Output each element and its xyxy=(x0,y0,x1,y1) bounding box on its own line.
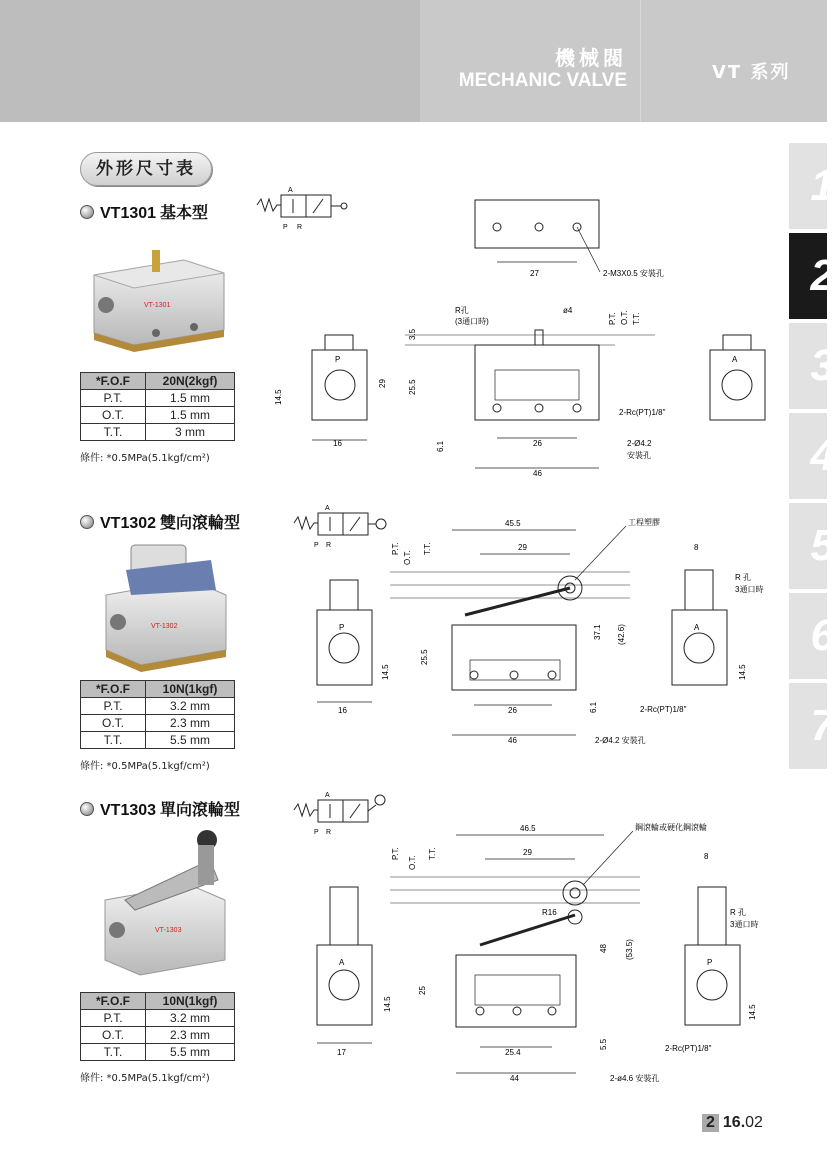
dim-label: A xyxy=(694,623,700,632)
dim-label: P.T. xyxy=(391,542,400,555)
dim-label: 46 xyxy=(533,469,542,478)
dim-label: 17 xyxy=(337,1048,346,1057)
tab-2[interactable]: 2 xyxy=(789,233,827,319)
table-cell: 2.3 mm xyxy=(146,1027,235,1044)
dim-label: T.T. xyxy=(632,312,641,325)
table-cell: P.T. xyxy=(81,390,146,407)
chapter-box: 2 xyxy=(702,1114,719,1132)
dim-label: (3通口時) xyxy=(455,317,489,326)
table-cell: T.T. xyxy=(81,1044,146,1061)
photo-label-3: VT-1303 xyxy=(155,927,182,934)
dim-label: 45.5 xyxy=(505,519,521,528)
table-cell: 1.5 mm xyxy=(146,407,235,424)
table-cell: T.T. xyxy=(81,732,146,749)
symbol-port-a: A xyxy=(325,505,330,512)
table-header-key: *F.O.F xyxy=(81,993,146,1010)
dim-label: 2-Rc(PT)1/8" xyxy=(640,705,687,714)
table-cell: O.T. xyxy=(81,407,146,424)
symbol-port-p: P xyxy=(314,542,319,549)
tab-1[interactable]: 1 xyxy=(789,143,827,229)
dim-label: 6.1 xyxy=(589,701,598,713)
table-cell: T.T. xyxy=(81,424,146,441)
product-1-model: VT1301 xyxy=(100,205,157,222)
dim-label: 8 xyxy=(704,852,709,861)
dim-label: 46.5 xyxy=(520,824,536,833)
dim-label: 3.5 xyxy=(408,328,417,340)
bullet-icon xyxy=(80,802,94,816)
dim-label: R 孔 xyxy=(730,908,746,917)
table-cell: O.T. xyxy=(81,1027,146,1044)
product-3-condition: 條件: *0.5MPa(5.1kgf/cm²) xyxy=(80,1073,210,1084)
page-number xyxy=(702,1114,763,1132)
dim-label: O.T. xyxy=(620,310,629,325)
bullet-icon xyxy=(80,515,94,529)
dim-label: O.T. xyxy=(408,855,417,870)
dim-label: R孔 xyxy=(455,306,469,315)
dim-label: 48 xyxy=(599,944,608,953)
dim-label: 14.5 xyxy=(381,664,390,680)
header-left-panel xyxy=(0,0,420,122)
dim-label: 2-Rc(PT)1/8" xyxy=(665,1044,712,1053)
dim-label: 6.1 xyxy=(436,440,445,452)
product-3-spec-table xyxy=(80,992,235,1061)
dim-label: 29 xyxy=(518,543,527,552)
dim-label: A xyxy=(732,355,738,364)
dim-label: (53.5) xyxy=(625,939,634,960)
page-major: 16. xyxy=(722,1114,746,1131)
dim-label: 2-M3X0.5 安裝孔 xyxy=(603,269,664,278)
table-cell: 5.5 mm xyxy=(146,732,235,749)
product-1-spec-table xyxy=(80,372,235,441)
symbol-port-p: P xyxy=(314,829,319,836)
dim-label: 26 xyxy=(533,439,542,448)
product-1-photo xyxy=(84,245,234,355)
page-header xyxy=(0,0,827,122)
tab-7[interactable]: 7 xyxy=(789,683,827,769)
dim-label: 37.1 xyxy=(593,624,602,640)
dim-label: 14.5 xyxy=(274,389,283,405)
dim-label: 16 xyxy=(333,439,342,448)
product-2-heading xyxy=(80,510,240,533)
page-minor: 02 xyxy=(745,1114,763,1131)
symbol-port-p: P xyxy=(283,224,288,231)
symbol-port-a: A xyxy=(325,792,330,799)
dim-label: 25.4 xyxy=(505,1048,521,1057)
dim-label: 2-Ø4.2 xyxy=(627,439,652,448)
dim-label: 25 xyxy=(418,986,427,995)
dim-label: 鋼滾輪或硬化鋼滾輪 xyxy=(635,823,707,832)
product-3-photo xyxy=(100,820,240,980)
symbol-port-r: R xyxy=(297,224,303,231)
table-header-key: *F.O.F xyxy=(81,681,146,698)
dim-label: 2-Ø4.2 安裝孔 xyxy=(595,736,646,745)
dim-label: 27 xyxy=(530,269,539,278)
product-2-condition: 條件: *0.5MPa(5.1kgf/cm²) xyxy=(80,761,210,772)
dim-label: 26 xyxy=(508,706,517,715)
tab-6[interactable]: 6 xyxy=(789,593,827,679)
header-title-en: MECHANIC VALVE xyxy=(458,70,627,91)
dim-label: 46 xyxy=(508,736,517,745)
product-2-spec-table xyxy=(80,680,235,749)
header-series: VT 系列 xyxy=(712,62,791,83)
table-cell: P.T. xyxy=(81,698,146,715)
dim-label: A xyxy=(339,958,345,967)
tab-3[interactable]: 3 xyxy=(789,323,827,409)
table-cell: 2.3 mm xyxy=(146,715,235,732)
dim-label: ø4 xyxy=(563,306,573,315)
table-cell: 5.5 mm xyxy=(146,1044,235,1061)
dim-label: P xyxy=(335,355,341,364)
symbol-port-r: R xyxy=(326,829,332,836)
product-3-dimension-drawing xyxy=(290,815,770,1095)
table-cell: P.T. xyxy=(81,1010,146,1027)
dim-label: 29 xyxy=(523,848,532,857)
dim-label: 3通口時 xyxy=(735,585,764,594)
product-3-heading xyxy=(80,797,240,820)
dim-label: 25.5 xyxy=(420,649,429,665)
dim-label: T.T. xyxy=(428,847,437,860)
header-title-cn: 機械閥 xyxy=(555,46,627,70)
symbol-port-a: A xyxy=(288,187,293,194)
table-header-key: *F.O.F xyxy=(81,373,146,390)
dim-label: 44 xyxy=(510,1074,519,1083)
symbol-port-r: R xyxy=(326,542,332,549)
product-2-type: 雙向滾輪型 xyxy=(160,515,241,532)
dim-label: R16 xyxy=(542,908,557,917)
photo-label-2: VT-1302 xyxy=(151,623,178,630)
table-cell: 3.2 mm xyxy=(146,1010,235,1027)
dim-label: 14.5 xyxy=(738,664,747,680)
dim-label: 14.5 xyxy=(383,996,392,1012)
table-header-value: 20N(2kgf) xyxy=(146,373,235,390)
table-cell: O.T. xyxy=(81,715,146,732)
dim-label: P xyxy=(339,623,345,632)
product-3-model: VT1303 xyxy=(100,802,157,819)
dim-label: 5.5 xyxy=(599,1038,608,1050)
dim-label: O.T. xyxy=(403,550,412,565)
product-1-condition: 條件: *0.5MPa(5.1kgf/cm²) xyxy=(80,453,210,464)
dim-label: P.T. xyxy=(608,312,617,325)
dim-label: 8 xyxy=(694,543,699,552)
dim-label: 安裝孔 xyxy=(627,451,651,460)
dim-label: R 孔 xyxy=(735,573,751,582)
dim-label: (42.6) xyxy=(617,624,626,645)
table-header-value: 10N(1kgf) xyxy=(146,993,235,1010)
table-cell: 3.2 mm xyxy=(146,698,235,715)
header-divider xyxy=(640,0,641,122)
bullet-icon xyxy=(80,205,94,219)
dim-label: 14.5 xyxy=(748,1004,757,1020)
tab-5[interactable]: 5 xyxy=(789,503,827,589)
product-2-photo xyxy=(96,540,236,670)
table-cell: 1.5 mm xyxy=(146,390,235,407)
product-2-model: VT1302 xyxy=(100,515,157,532)
product-3-type: 單向滾輪型 xyxy=(160,802,241,819)
dim-label: 工程塑膠 xyxy=(628,518,660,527)
product-1-heading xyxy=(80,200,208,223)
section-title: 外形尺寸表 xyxy=(80,152,212,186)
photo-label-1: VT-1301 xyxy=(144,302,171,309)
dim-label: P xyxy=(707,958,713,967)
dim-label: T.T. xyxy=(423,542,432,555)
product-2-dimension-drawing xyxy=(290,510,770,755)
dim-label: 2-Rc(PT)1/8" xyxy=(619,408,666,417)
dim-label: P.T. xyxy=(391,847,400,860)
product-1-dimension-drawing xyxy=(255,190,785,490)
dim-label: 2-ø4.6 安裝孔 xyxy=(610,1074,660,1083)
table-header-value: 10N(1kgf) xyxy=(146,681,235,698)
product-1-type: 基本型 xyxy=(160,205,209,222)
dim-label: 16 xyxy=(338,706,347,715)
table-cell: 3 mm xyxy=(146,424,235,441)
dim-label: 29 xyxy=(378,379,387,388)
dim-label: 3通口時 xyxy=(730,920,759,929)
dim-label: 25.5 xyxy=(408,379,417,395)
tab-4[interactable]: 4 xyxy=(789,413,827,499)
